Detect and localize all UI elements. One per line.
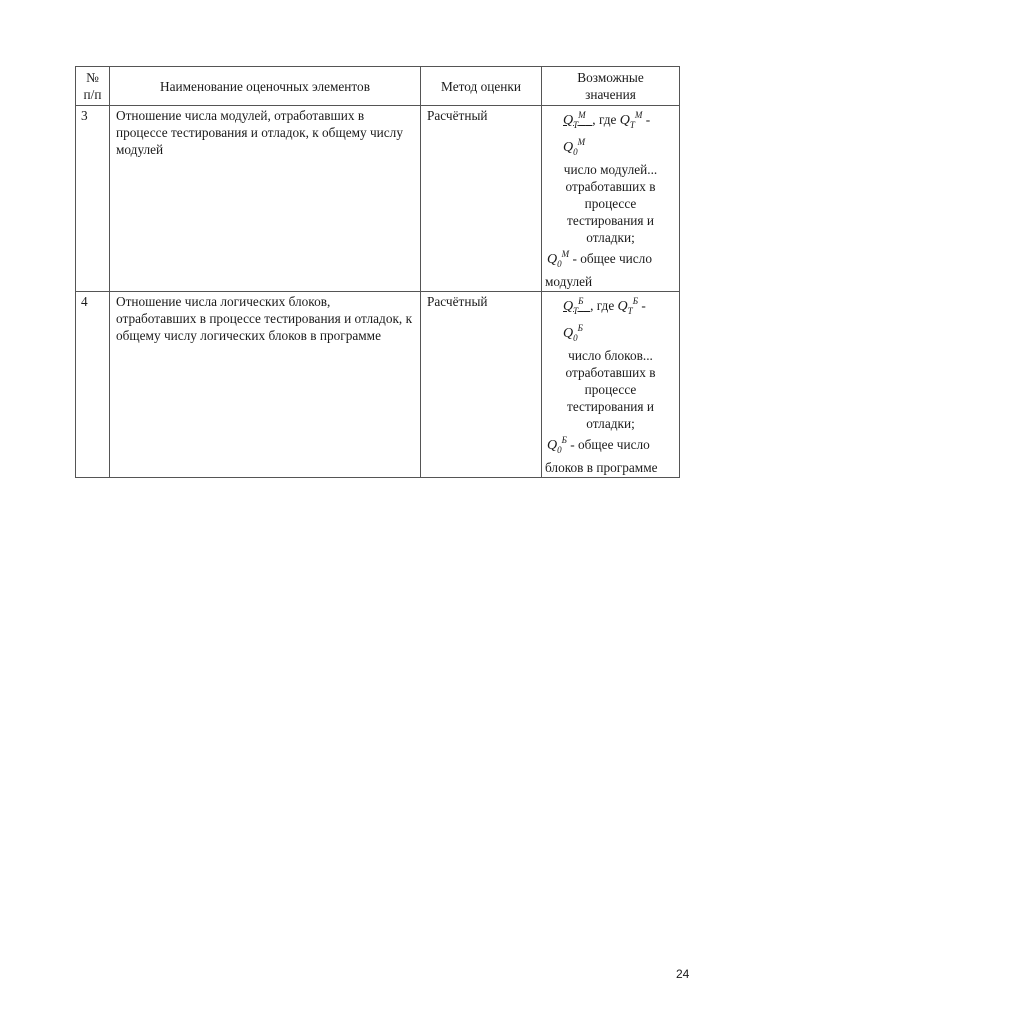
- total-tail: модулей: [545, 274, 593, 289]
- header-values-line1: Возможные: [577, 70, 644, 85]
- desc-line: тестирования и: [567, 399, 654, 414]
- row-values: [542, 106, 680, 292]
- desc-line: число модулей...: [563, 162, 658, 177]
- total-line: $Q_0^Б$ - общее число: [547, 435, 650, 455]
- header-number-symbol: №: [86, 70, 99, 85]
- header-values: [542, 67, 680, 106]
- header-name: Наименование оценочных элементов: [110, 67, 421, 106]
- total-line: $Q_0^М$ - общее число: [547, 249, 652, 269]
- formula-denominator: $Q_0^Б$: [563, 323, 583, 343]
- header-number: [76, 67, 110, 106]
- row-method: Расчётный: [421, 106, 542, 292]
- evaluation-table: [75, 66, 680, 478]
- desc-line: отработавших в: [565, 179, 656, 194]
- table-row: [76, 106, 680, 292]
- row-values: [542, 292, 680, 478]
- row-name: Отношение числа логических блоков, отработавших в процессе тестирования и отладок, к общему числу логических блоков в программе: [110, 292, 421, 478]
- row-name: Отношение числа модулей, отработавших в процессе тестирования и отладок, к общему числу модулей: [110, 106, 421, 292]
- desc-line: процессе: [584, 382, 637, 397]
- desc-line: число блоков...: [568, 348, 653, 363]
- desc-line: тестирования и: [567, 213, 654, 228]
- total-tail: блоков в программе: [545, 460, 658, 475]
- table-row: [76, 292, 680, 478]
- table-header-row: [76, 67, 680, 106]
- desc-line: отладки;: [586, 416, 635, 431]
- formula-line: $Q_T^Б$ , где $Q_T^Б$ -: [563, 296, 646, 316]
- row-method: Расчётный: [421, 292, 542, 478]
- page-number: 24: [676, 967, 690, 981]
- header-values-line2: значения: [585, 87, 636, 102]
- desc-line: процессе: [584, 196, 637, 211]
- header-number-abbr: п/п: [83, 87, 102, 102]
- desc-line: отладки;: [586, 230, 635, 245]
- header-method: Метод оценки: [421, 67, 542, 106]
- desc-line: отработавших в: [565, 365, 656, 380]
- formula-denominator: $Q_0^М$: [563, 137, 586, 157]
- row-number: 3: [76, 106, 110, 292]
- formula-line: $Q_T^М$ , где $Q_T^М$ -: [563, 110, 651, 130]
- row-number: 4: [76, 292, 110, 478]
